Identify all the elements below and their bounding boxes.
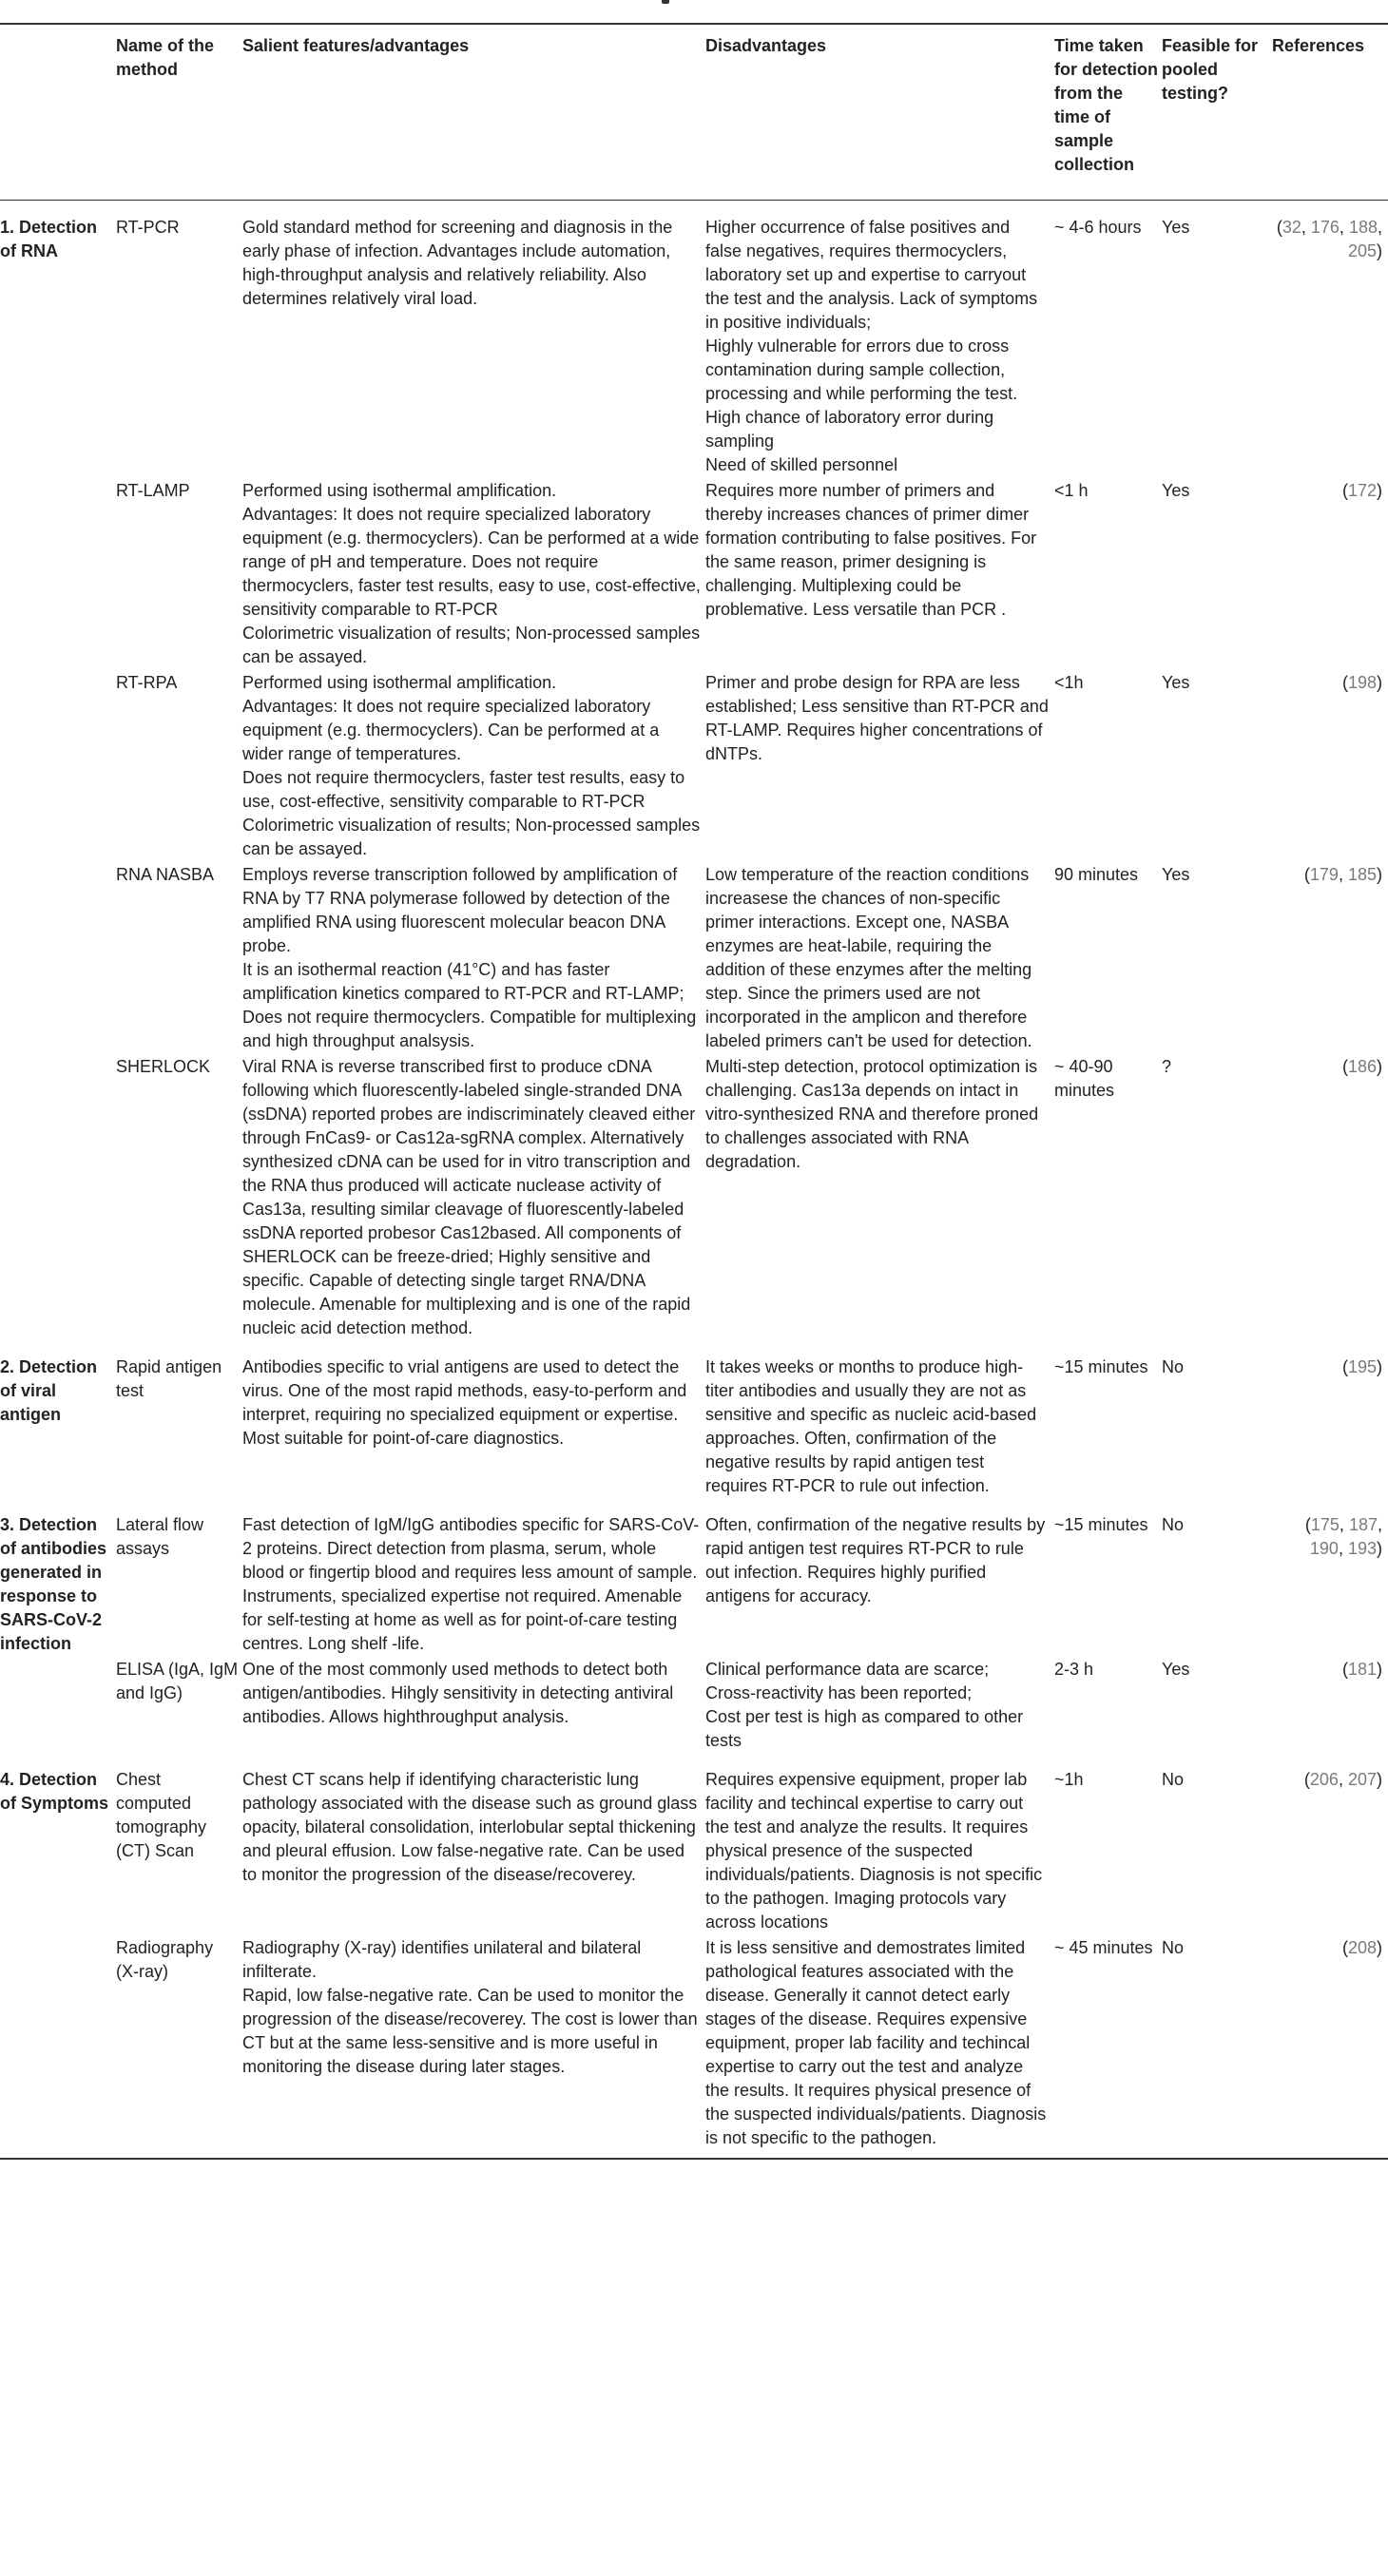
references-cell: (195) bbox=[1341, 1356, 1382, 1376]
reference-link[interactable]: 198 bbox=[1347, 672, 1377, 692]
table-row bbox=[0, 200, 1388, 477]
features-cell-line: Chest CT scans help if identifying characteristic lung pathology associated with the disease such as ground glass opacity, bilateral consolidation, interlobular septal thickening and pleural effusion. Low false-negative rate. Can be used to monitor the progression of the disease/recoverey. bbox=[242, 1769, 698, 1884]
disadvantages-cell-line: It takes weeks or months to produce high-titer antibodies and usually they are not as sensitive and specific as nucleic acid-based approaches. Often, confirmation of the negative results by rapid antigen test requires RT-PCR to rule out infection. bbox=[705, 1356, 1037, 1495]
header-row bbox=[0, 24, 1388, 200]
pooled-cell: Yes bbox=[1162, 217, 1190, 237]
method-cell: Rapid antigen test bbox=[116, 1356, 222, 1400]
features-cell-line: Advantages: It does not require specialized laboratory equipment (e.g. thermocyclers). Can be performed at a wider range of temperatures. bbox=[242, 696, 660, 763]
category-cell: 3. Detection of antibodies generated in response to SARS-CoV-2 infection bbox=[0, 1514, 106, 1653]
references-cell: (172) bbox=[1341, 480, 1382, 500]
features-cell bbox=[241, 477, 704, 669]
header-disadvantages: Disadvantages bbox=[704, 24, 1052, 200]
table-body bbox=[0, 200, 1388, 2159]
time-cell: ~ 40-90 minutes bbox=[1054, 1056, 1115, 1100]
features-cell bbox=[241, 669, 704, 861]
features-cell-line: Employs reverse transcription followed by amplification of RNA by T7 RNA polymerase followed by detection of the amplified RNA using fluorescent molecular beacon DNA probe. bbox=[242, 864, 678, 955]
reference-link[interactable]: 172 bbox=[1347, 480, 1377, 500]
pooled-cell: Yes bbox=[1162, 672, 1190, 692]
disadvantages-cell-line: Clinical performance data are scarce; bbox=[705, 1659, 990, 1679]
reference-link[interactable]: 186 bbox=[1347, 1056, 1377, 1076]
table-row bbox=[0, 1656, 1388, 1753]
category-cell bbox=[0, 477, 114, 669]
disadvantages-cell-line: Highly vulnerable for errors due to cross contamination during sample collection, processing and while performing the test. bbox=[705, 336, 1018, 403]
time-cell: ~ 45 minutes bbox=[1052, 1934, 1160, 2159]
disadvantages-cell bbox=[704, 1753, 1052, 1934]
time-cell: ~1h bbox=[1054, 1769, 1084, 1789]
table-row bbox=[0, 1934, 1388, 2159]
pooled-cell: No bbox=[1162, 1356, 1185, 1376]
references-cell: (181) bbox=[1341, 1659, 1382, 1679]
reference-link[interactable]: 175 bbox=[1310, 1514, 1340, 1534]
time-cell: ~15 minutes bbox=[1054, 1356, 1148, 1376]
category-cell: 4. Detection of Symptoms bbox=[0, 1769, 109, 1813]
pooled-cell: Yes bbox=[1162, 864, 1190, 884]
features-cell bbox=[241, 861, 704, 1053]
disadvantages-cell-line: It is less sensitive and demostrates limited pathological features associated with the disease. Generally it cannot detect early stages of the disease. Requires expensive equipment, proper lab facility and techincal expertise to carry out the test and analyze the results. It requires physical presence of the suspected individuals/patients. Diagnosis is not specific to the pathogen. bbox=[705, 1937, 1047, 2147]
reference-link[interactable]: 193 bbox=[1347, 1538, 1377, 1558]
features-cell-line: Antibodies specific to vrial antigens are used to detect the virus. One of the most rapid methods, easy-to-perform and interpret, requiring no specialized equipment or expertise. Most suitable for point-of-care diagnostics. bbox=[242, 1356, 687, 1448]
features-cell-line: Fast detection of IgM/IgG antibodies specific for SARS-CoV-2 proteins. Direct detection from plasma, serum, whole blood or fingertip blood and requires less amount of sample. Instruments, specialized expertise not required. Amenable for self-testing at home as well as for point-of-care testing centres. Long shelf -life. bbox=[242, 1514, 700, 1653]
features-cell-line: Does not require thermocyclers, faster test results, easy to use, cost-effective, sensitivity comparable to RT-PCR bbox=[242, 767, 685, 811]
references-cell: (175, 187, 190, 193) bbox=[1304, 1514, 1382, 1558]
features-cell-line: Advantages: It does not require specialized laboratory equipment (e.g. thermocyclers). Can be performed at a wide range of pH and temperature. Does not require thermocyclers, faster test results, easy to use, cost-effective, sensitivity comparable to RT-PCR bbox=[242, 504, 701, 619]
pooled-cell: No bbox=[1160, 1934, 1270, 2159]
disadvantages-cell-line: Multi-step detection, protocol optimization is challenging. Cas13a depends on intact in vitro-synthesized RNA and therefore proned to challenges associated with RNA degradation. bbox=[705, 1056, 1039, 1171]
references-cell: (186) bbox=[1341, 1056, 1382, 1076]
method-cell: RT-RPA bbox=[116, 672, 178, 692]
header-method: Name of the method bbox=[114, 24, 241, 200]
disadvantages-cell bbox=[704, 861, 1052, 1053]
reference-link[interactable]: 206 bbox=[1309, 1769, 1339, 1789]
table-row bbox=[0, 1753, 1388, 1934]
disadvantages-cell-line: Low temperature of the reaction conditions increasese the chances of non-specific primer interactions. Except one, NASBA enzymes are heat-labile, requiring the addition of these enzymes after the melting step. Since the primers used are not incorporated in the amplicon and therefore labeled primers can't be used for detection. bbox=[705, 864, 1032, 1050]
features-cell-line: Rapid, low false-negative rate. Can be used to monitor the progression of the disease/recoverey. The cost is lower than CT but at the same less-sensitive and is more useful in monitoring the disease during later stages. bbox=[242, 1985, 698, 2076]
pooled-cell: No bbox=[1162, 1769, 1185, 1789]
disadvantages-cell-line: Cost per test is high as compared to other tests bbox=[705, 1706, 1024, 1750]
reference-link[interactable]: 207 bbox=[1347, 1769, 1377, 1789]
features-cell-line: Colorimetric visualization of results; Non-processed samples can be assayed. bbox=[242, 623, 701, 666]
method-cell: Chest computed tomography (CT) Scan bbox=[116, 1769, 207, 1860]
disadvantages-cell-line: Cross-reactivity has been reported; bbox=[705, 1682, 973, 1702]
features-cell bbox=[241, 1498, 704, 1656]
time-cell: ~15 minutes bbox=[1054, 1514, 1148, 1534]
disadvantages-cell-line: Higher occurrence of false positives and false negatives, requires thermocyclers, laboratory set up and expertise to carryout the test and the analysis. Lack of symptoms in positive individuals; bbox=[705, 217, 1038, 332]
disadvantages-cell-line: High chance of laboratory error during sampling bbox=[705, 407, 994, 451]
method-cell: SHERLOCK bbox=[116, 1056, 211, 1076]
features-cell bbox=[241, 200, 704, 477]
reference-link[interactable]: 205 bbox=[1347, 240, 1377, 260]
features-cell-line: It is an isothermal reaction (41°C) and has faster amplification kinetics compared to RT-PCR and RT-LAMP; Does not require thermocyclers. Compatible for multiplexing and high throughput analsysis. bbox=[242, 959, 697, 1050]
disadvantages-cell-line: Need of skilled personnel bbox=[705, 454, 898, 474]
disadvantages-cell-line: Requires more number of primers and thereby increases chances of primer dimer formation contributing to false positives. For the same reason, primer designing is challenging. Multiplexing could be problemative. Less versatile than PCR . bbox=[705, 480, 1037, 619]
references-cell: (206, 207) bbox=[1303, 1769, 1382, 1789]
disadvantages-cell-line: Requires expensive equipment, proper lab facility and techincal expertise to carry out the test and analyze the results. It requires physical presence of the suspected individuals/patients. Diagnosis is not specific to the pathogen. Imaging protocols vary across locations bbox=[705, 1769, 1043, 1932]
category-cell: 2. Detection of viral antigen bbox=[0, 1356, 98, 1424]
method-cell: RNA NASBA bbox=[116, 864, 215, 884]
reference-link[interactable]: 32 bbox=[1282, 217, 1301, 237]
features-cell-line: Radiography (X-ray) identifies unilateral and bilateral infilterate. bbox=[242, 1937, 642, 1981]
time-cell: <1h bbox=[1054, 672, 1084, 692]
time-cell: <1 h bbox=[1054, 480, 1089, 500]
time-cell: 2-3 h bbox=[1054, 1659, 1094, 1679]
pooled-cell: Yes bbox=[1162, 1659, 1190, 1679]
header-category bbox=[0, 24, 114, 200]
method-cell: Lateral flow assays bbox=[116, 1514, 204, 1558]
table-row bbox=[0, 861, 1388, 1053]
features-cell bbox=[241, 1053, 704, 1340]
reference-link[interactable]: 187 bbox=[1348, 1514, 1378, 1534]
reference-link[interactable]: 176 bbox=[1310, 217, 1340, 237]
category-cell bbox=[0, 861, 114, 1053]
reference-link[interactable]: 208 bbox=[1347, 1937, 1377, 1957]
references-cell: (32, 176, 188, 205) bbox=[1276, 217, 1382, 260]
method-cell: RT-PCR bbox=[116, 217, 180, 237]
reference-link[interactable]: 181 bbox=[1347, 1659, 1377, 1679]
references-cell: (208) bbox=[1270, 1934, 1388, 2159]
table-row bbox=[0, 1340, 1388, 1498]
features-cell-line: One of the most commonly used methods to detect both antigen/antibodies. Hihgly sensitivity in detecting antiviral antibodies. Allows highthroughput analysis. bbox=[242, 1659, 674, 1726]
method-cell: ELISA (IgA, IgM and IgG) bbox=[116, 1659, 239, 1702]
features-cell-line: Viral RNA is reverse transcribed first to produce cDNA following which fluorescently-labeled single-stranded DNA (ssDNA) reported probes are indiscriminately cleaved either through FnCas9- or Cas12a-sgRNA complex. Alternatively synthesized cDNA can be used for in vitro transcription and the RNA thus produced will acticate nuclease activity of Cas13a, resulting similar cleavage of fluorescently-labeled ssDNA reported probesor Cas12based. All components of SHERLOCK can be freeze-dried; Highly sensitive and specific. Capable of detecting single target RNA/DNA molecule. Amenable for multiplexing and is one of the rapid nucleic acid detection method. bbox=[242, 1056, 696, 1337]
features-cell bbox=[241, 1340, 704, 1498]
features-cell-line: Gold standard method for screening and diagnosis in the early phase of infection. Advantages include automation, high-throughput analysis and relatively reliability. Also determines relatively viral load. bbox=[242, 217, 673, 308]
disadvantages-cell bbox=[704, 1340, 1052, 1498]
reference-link[interactable]: 185 bbox=[1347, 864, 1377, 884]
category-cell: 1. Detection of RNA bbox=[0, 217, 98, 260]
disadvantages-cell bbox=[704, 200, 1052, 477]
disadvantages-cell bbox=[704, 669, 1052, 861]
method-cell: Radiography (X-ray) bbox=[114, 1934, 241, 2159]
category-cell bbox=[0, 1934, 114, 2159]
header-features: Salient features/advantages bbox=[241, 24, 704, 200]
table-row bbox=[0, 477, 1388, 669]
disadvantages-cell bbox=[704, 1656, 1052, 1753]
table-row bbox=[0, 1498, 1388, 1656]
reference-link[interactable]: 188 bbox=[1348, 217, 1378, 237]
category-cell bbox=[0, 1656, 114, 1753]
disadvantages-cell bbox=[704, 1498, 1052, 1656]
time-cell: ~ 4-6 hours bbox=[1054, 217, 1142, 237]
disadvantages-cell bbox=[704, 1053, 1052, 1340]
header-time: Time taken for detection from the time of sample collection bbox=[1052, 24, 1160, 200]
comparison-table bbox=[0, 23, 1388, 2160]
references-cell: (179, 185) bbox=[1303, 864, 1382, 884]
pooled-cell: Yes bbox=[1162, 480, 1190, 500]
method-cell: RT-LAMP bbox=[116, 480, 190, 500]
pooled-cell: No bbox=[1162, 1514, 1185, 1534]
features-cell-line: Performed using isothermal amplification. bbox=[242, 672, 557, 692]
header-pooled: Feasible for pooled testing? bbox=[1160, 24, 1270, 200]
table-row bbox=[0, 669, 1388, 861]
category-cell bbox=[0, 1053, 114, 1340]
reference-link[interactable]: 195 bbox=[1347, 1356, 1377, 1376]
pooled-cell: ? bbox=[1162, 1056, 1172, 1076]
top-edge-mark bbox=[0, 0, 1388, 8]
features-cell bbox=[241, 1656, 704, 1753]
table-row bbox=[0, 1053, 1388, 1340]
features-cell-line: Performed using isothermal amplification. bbox=[242, 480, 557, 500]
features-cell bbox=[241, 1753, 704, 1934]
disadvantages-cell-line: Often, confirmation of the negative results by rapid antigen test requires RT-PCR to rule out infection. Requires highly purified antigens for accuracy. bbox=[705, 1514, 1046, 1605]
features-cell-line: Colorimetric visualization of results; Non-processed samples can be assayed. bbox=[242, 815, 701, 858]
disadvantages-cell bbox=[704, 1934, 1052, 2159]
category-cell bbox=[0, 669, 114, 861]
disadvantages-cell-line: Primer and probe design for RPA are less established; Less sensitive than RT-PCR and RT-LAMP. Requires higher concentrations of dNTPs. bbox=[705, 672, 1049, 763]
header-references: References bbox=[1270, 24, 1388, 200]
disadvantages-cell bbox=[704, 477, 1052, 669]
features-cell bbox=[241, 1934, 704, 2159]
references-cell: (198) bbox=[1341, 672, 1382, 692]
reference-link[interactable]: 179 bbox=[1309, 864, 1339, 884]
reference-link[interactable]: 190 bbox=[1309, 1538, 1339, 1558]
time-cell: 90 minutes bbox=[1054, 864, 1139, 884]
